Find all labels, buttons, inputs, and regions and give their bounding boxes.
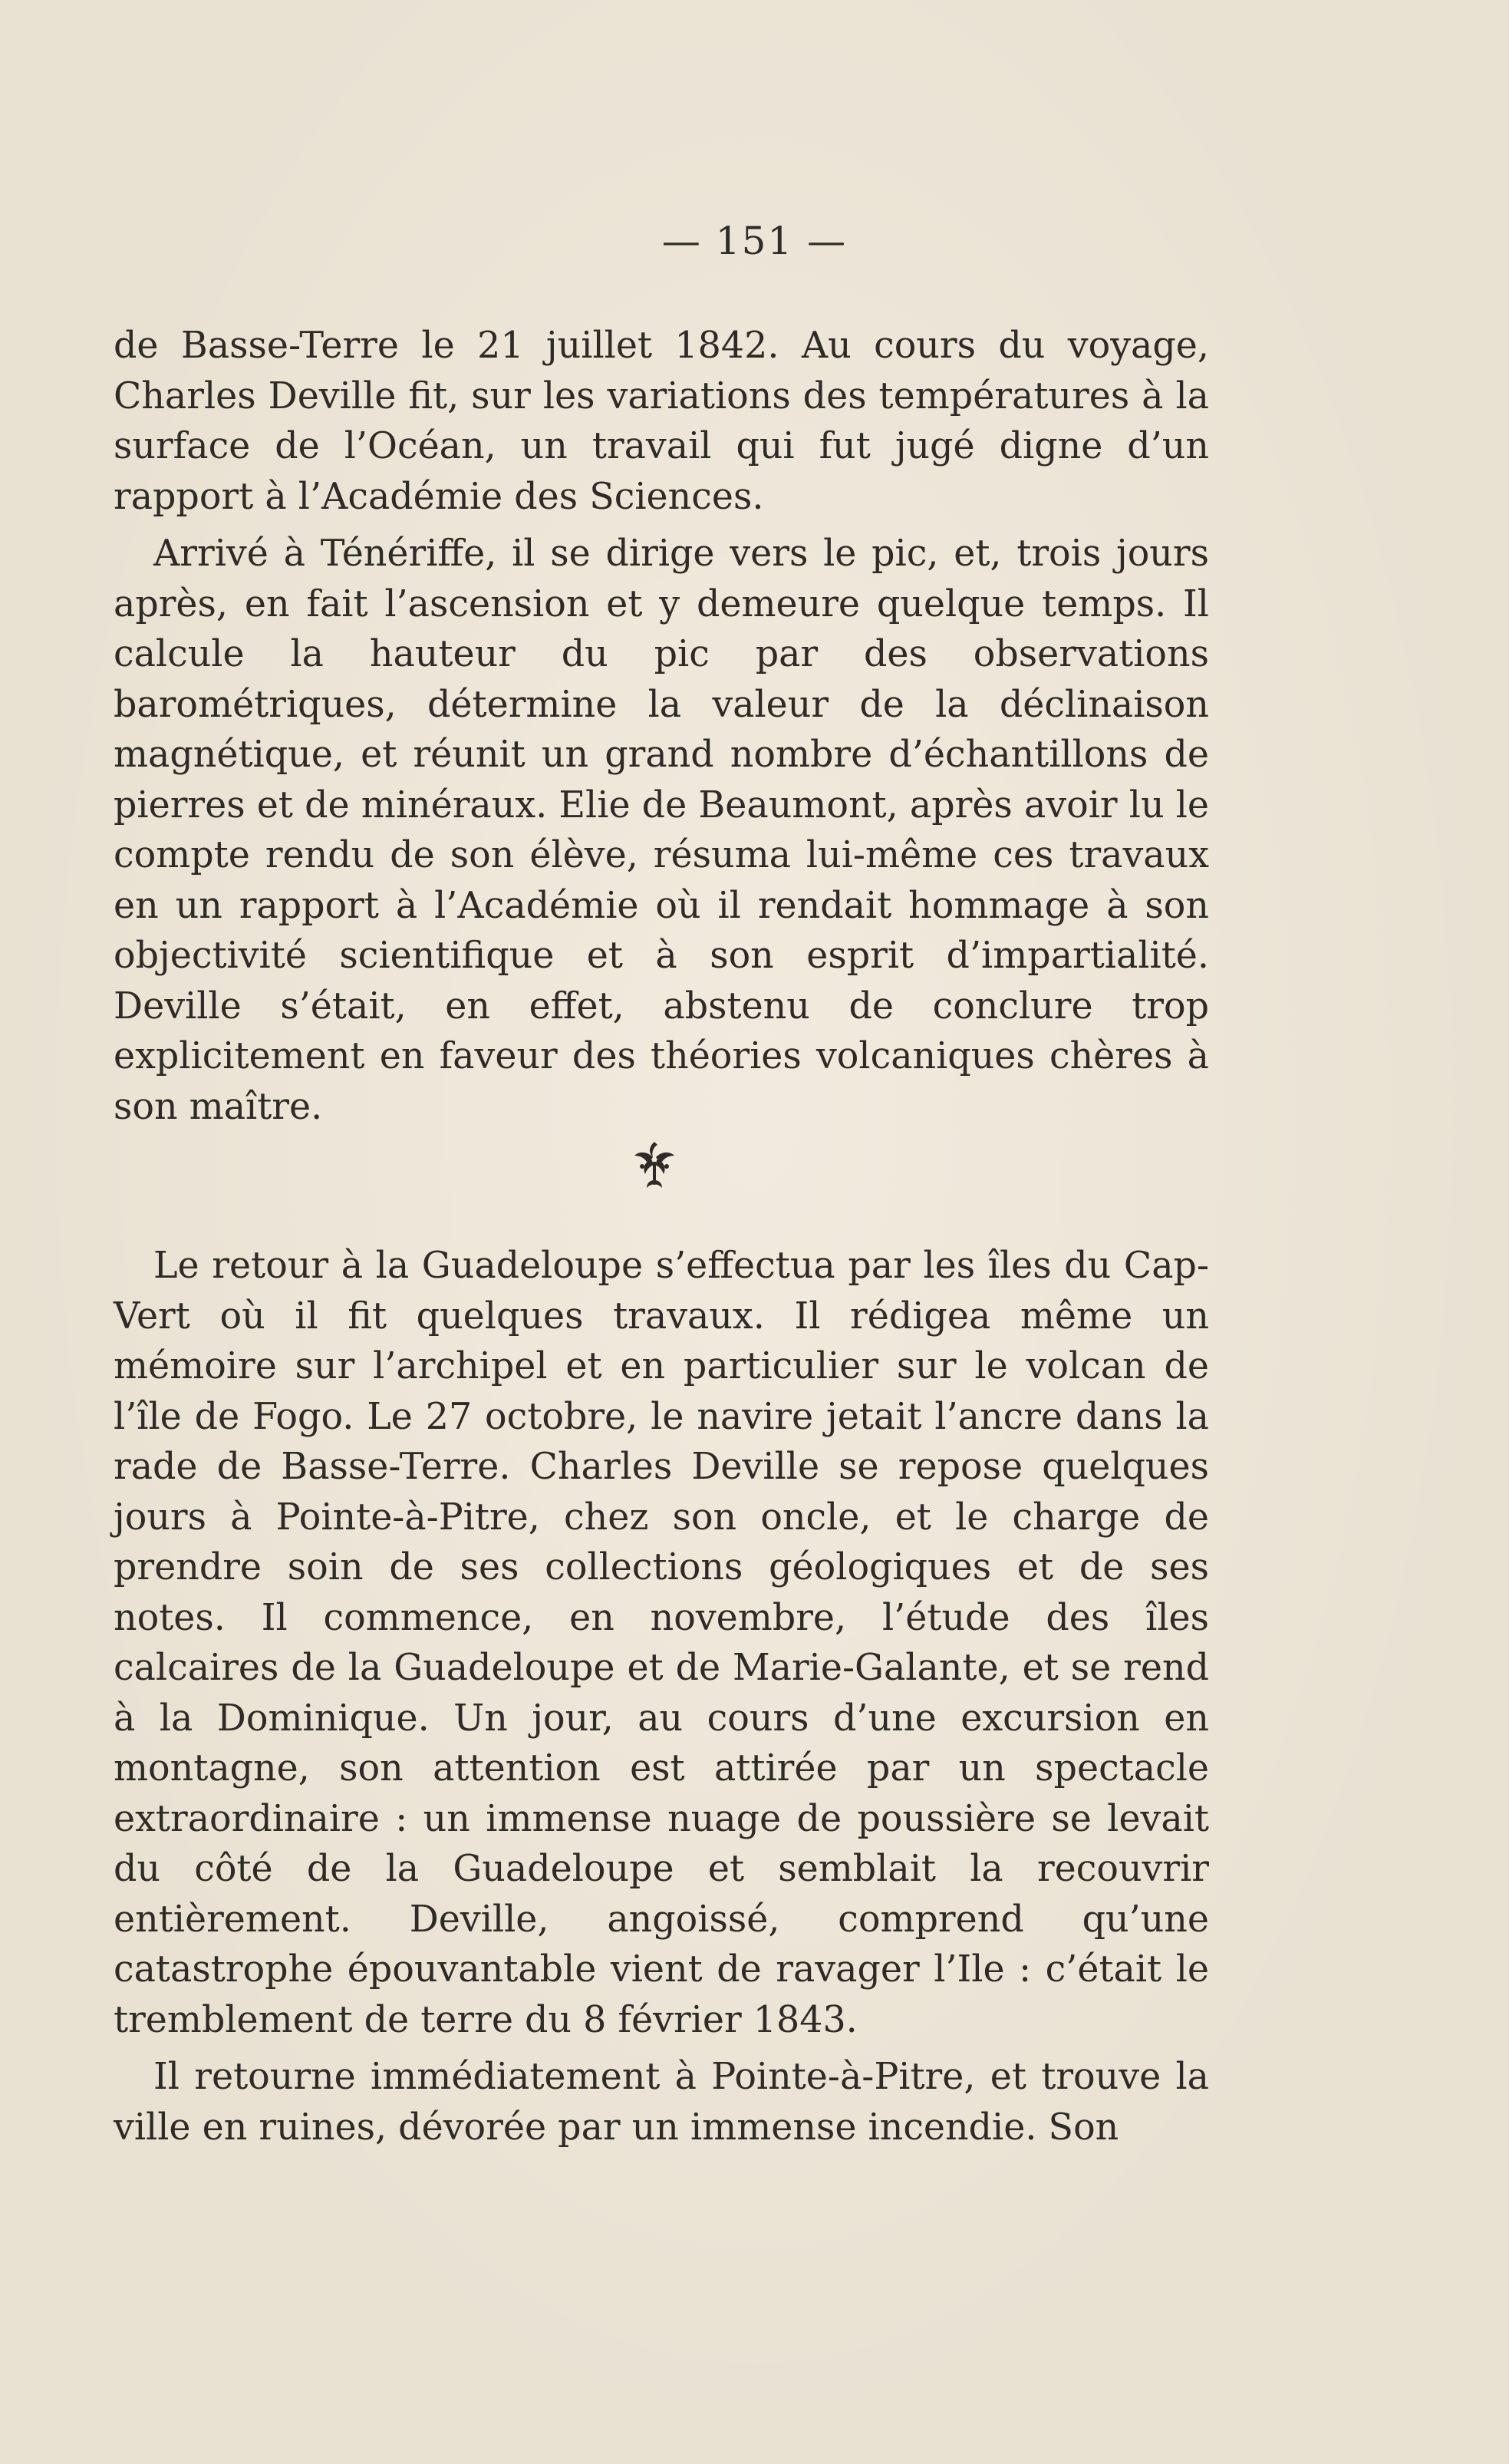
paragraph-continued: de Basse-Terre le 21 juillet 1842. Au cours du voyage, Charles Deville fit, sur les variations des températures à la surface de l’Océan, un travail qui fut jugé digne d’un rapport à l’Académie des Sciences.	[114, 325, 1209, 518]
text-section-bottom	[114, 1241, 1209, 2152]
paragraph-pointe-a-pitre: Il retourne immédiatement à Pointe-à-Pitre, et trouve la ville en ruines, dévorée par un immense incendie. Son	[114, 2056, 1209, 2149]
fleuron-icon	[624, 1136, 685, 1197]
paragraph-guadeloupe-return: Le retour à la Guadeloupe s’effectua par les îles du Cap-Vert où il fit quelques travaux. Il rédigea même un mémoire sur l’archipel et en particulier sur le volcan de l’île de Fogo. Le 27 octobre, le navire jetait l’ancre dans la rade de Basse-Terre. Charles Deville se repose quelques jours à Pointe-à-Pitre, chez son oncle, et le charge de prendre soin de ses collections géologiques et de ses notes. Il commence, en novembre, l’étude des îles calcaires de la Guadeloupe et de Marie-Galante, et se rend à la Dominique. Un jour, au cours d’une excursion en montagne, son attention est attirée par un spectacle extraordinaire : un immense nuage de poussière se levait du côté de la Guadeloupe et semblait la recouvrir entièrement. Deville, angoissé, comprend qu’une catastrophe épouvantable vient de ravager l’Ile : c’était le tremblement de terre du 8 février 1843.	[114, 1245, 1209, 2041]
page-number: — 151 —	[661, 219, 848, 263]
text-section-top	[114, 321, 1209, 1132]
paragraph-tenerife: Arrivé à Ténériffe, il se dirige vers le pic, et, trois jours après, en fait l’ascension et y demeure quelque temps. Il calcule la hauteur du pic par des observations barométriques, détermine la valeur de la déclinaison magnétique, et réunit un grand nombre d’échantillons de pierres et de minéraux. Elie de Beaumont, après avoir lu le compte rendu de son élève, résuma lui-même ces travaux en un rapport à l’Académie où il rendait hommage à son objectivité scientifique et à son esprit d’impartialité. Deville s’était, en effet, abstenu de conclure trop explicitement en faveur des théories volcaniques chères à son maître.	[114, 533, 1209, 1128]
